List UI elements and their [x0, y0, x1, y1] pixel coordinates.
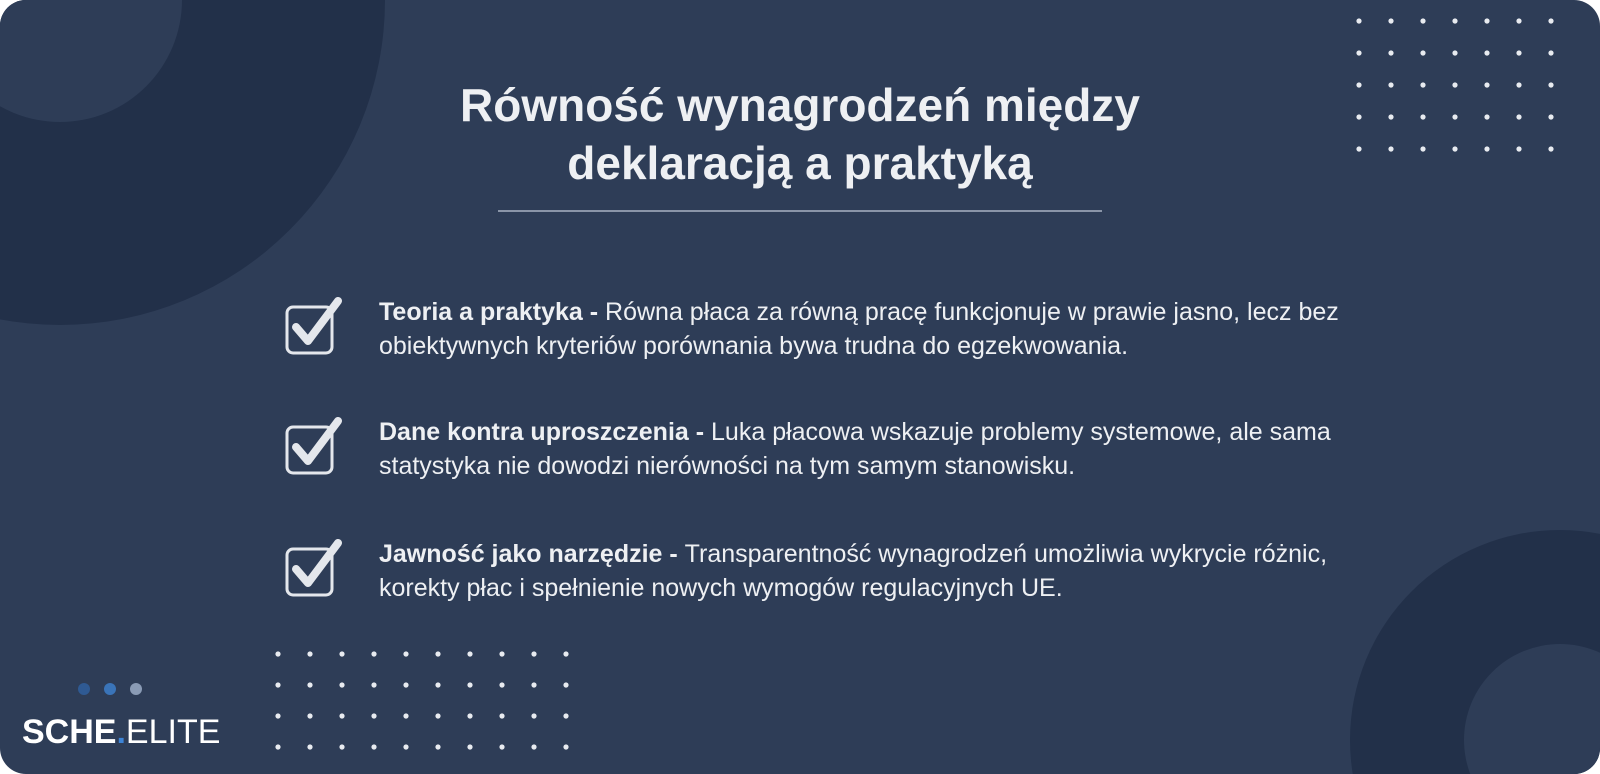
- list-item-body: Luka płacowa wskazuje problemy systemowe, ale sama statystyka nie dowodzi nierówności na tym samym stanowisku.: [379, 418, 1331, 480]
- decor-dot: [1420, 18, 1425, 23]
- decor-dot: [1388, 18, 1393, 23]
- logo-dot: .: [116, 713, 126, 751]
- decor-dot: [1388, 50, 1393, 55]
- decor-dot: [1356, 50, 1361, 55]
- decor-dot: [275, 651, 280, 656]
- decor-dot: [1484, 114, 1489, 119]
- decor-dot: [1420, 146, 1425, 151]
- decor-dot: [467, 713, 472, 718]
- decor-dot: [1356, 114, 1361, 119]
- decor-dot: [339, 744, 344, 749]
- decor-dot: [1516, 146, 1521, 151]
- decor-dot: [275, 713, 280, 718]
- decor-dot: [371, 744, 376, 749]
- checkbox-checked-icon: [284, 539, 344, 601]
- decor-dot: [1548, 114, 1553, 119]
- decor-dot: [307, 744, 312, 749]
- decor-dot: [403, 651, 408, 656]
- decor-dot: [531, 651, 536, 656]
- decor-dot: [1420, 50, 1425, 55]
- decor-dot: [1452, 114, 1457, 119]
- decor-dot: [435, 682, 440, 687]
- decor-dot: [1452, 82, 1457, 87]
- decor-dot: [499, 744, 504, 749]
- decor-dot: [1388, 82, 1393, 87]
- decor-dot: [1388, 114, 1393, 119]
- dot-grid-top-right: [1356, 18, 1553, 151]
- list-item-heading: Teoria a praktyka -: [379, 298, 606, 326]
- decor-dot: [403, 713, 408, 718]
- decor-dot: [1548, 50, 1553, 55]
- decor-dot: [1516, 50, 1521, 55]
- decor-dot: [467, 682, 472, 687]
- decor-dot: [403, 682, 408, 687]
- decor-dot: [531, 744, 536, 749]
- decor-dot: [531, 713, 536, 718]
- decor-dot: [1484, 18, 1489, 23]
- decor-dot: [371, 682, 376, 687]
- decor-dot: [1516, 114, 1521, 119]
- decor-dot: [499, 682, 504, 687]
- decor-dot: [563, 682, 568, 687]
- list-item: [284, 417, 1404, 487]
- list-item: [284, 539, 1404, 609]
- decor-dot: [1484, 50, 1489, 55]
- list-item-body: Równa płaca za równą pracę funkcjonuje w prawie jasno, lecz bez obiektywnych kryteriów porównania bywa trudna do egzekwowania.: [379, 298, 1339, 360]
- decor-dot: [275, 744, 280, 749]
- decor-dot: [499, 651, 504, 656]
- logo-part-1: SCHE: [22, 713, 117, 751]
- decor-dot: [339, 651, 344, 656]
- checkbox-checked-icon: [284, 417, 344, 479]
- list-item-text: [379, 415, 1399, 483]
- decor-dot: [531, 682, 536, 687]
- decor-dot: [1516, 82, 1521, 87]
- list-item-text: [379, 537, 1399, 605]
- decor-dot: [339, 713, 344, 718]
- decor-dot: [1452, 50, 1457, 55]
- logo-dots-icon: [78, 682, 148, 696]
- decor-dot: [1388, 146, 1393, 151]
- dot-grid-bottom: [275, 651, 568, 749]
- list-item-body: Transparentność wynagrodzeń umożliwia wykrycie różnic, korekty płac i spełnienie nowych wymogów regulacyjnych UE.: [379, 540, 1328, 602]
- decor-dot: [371, 651, 376, 656]
- title-underline: [498, 210, 1102, 212]
- decor-dot: [1420, 114, 1425, 119]
- decor-dot: [1452, 146, 1457, 151]
- brand-logo: [22, 712, 220, 752]
- list-item: [284, 297, 1404, 367]
- decor-dot: [1484, 82, 1489, 87]
- decor-dot: [435, 713, 440, 718]
- title-line-2: deklaracją a praktyką: [567, 137, 1033, 189]
- list-item-text: [379, 295, 1399, 363]
- decor-dot: [1356, 146, 1361, 151]
- decor-dot: [307, 682, 312, 687]
- decor-dot: [1356, 82, 1361, 87]
- decor-dot: [1420, 82, 1425, 87]
- decor-dot: [371, 713, 376, 718]
- decor-dot: [563, 713, 568, 718]
- decor-dot: [1452, 18, 1457, 23]
- decor-dot: [339, 682, 344, 687]
- decor-dot: [467, 744, 472, 749]
- decor-dot: [1356, 18, 1361, 23]
- decor-dot: [275, 682, 280, 687]
- decor-dot: [435, 651, 440, 656]
- decor-dot: [563, 744, 568, 749]
- page-title: [290, 76, 1310, 192]
- list-item-heading: Jawność jako narzędzie -: [379, 540, 685, 568]
- decor-dot: [307, 713, 312, 718]
- decor-dot: [1548, 82, 1553, 87]
- decor-dot: [403, 744, 408, 749]
- decor-dot: [563, 651, 568, 656]
- checkbox-checked-icon: [284, 297, 344, 359]
- decor-dot: [499, 713, 504, 718]
- decor-dot: [1516, 18, 1521, 23]
- decor-dot: [467, 651, 472, 656]
- decor-dot: [435, 744, 440, 749]
- decor-dot: [307, 651, 312, 656]
- decor-dot: [1548, 146, 1553, 151]
- decor-dot: [1548, 18, 1553, 23]
- logo-part-2: ELITE: [125, 713, 221, 751]
- title-line-1: Równość wynagrodzeń między: [460, 79, 1140, 131]
- decor-dot: [1484, 146, 1489, 151]
- list-item-heading: Dane kontra uproszczenia -: [379, 418, 712, 446]
